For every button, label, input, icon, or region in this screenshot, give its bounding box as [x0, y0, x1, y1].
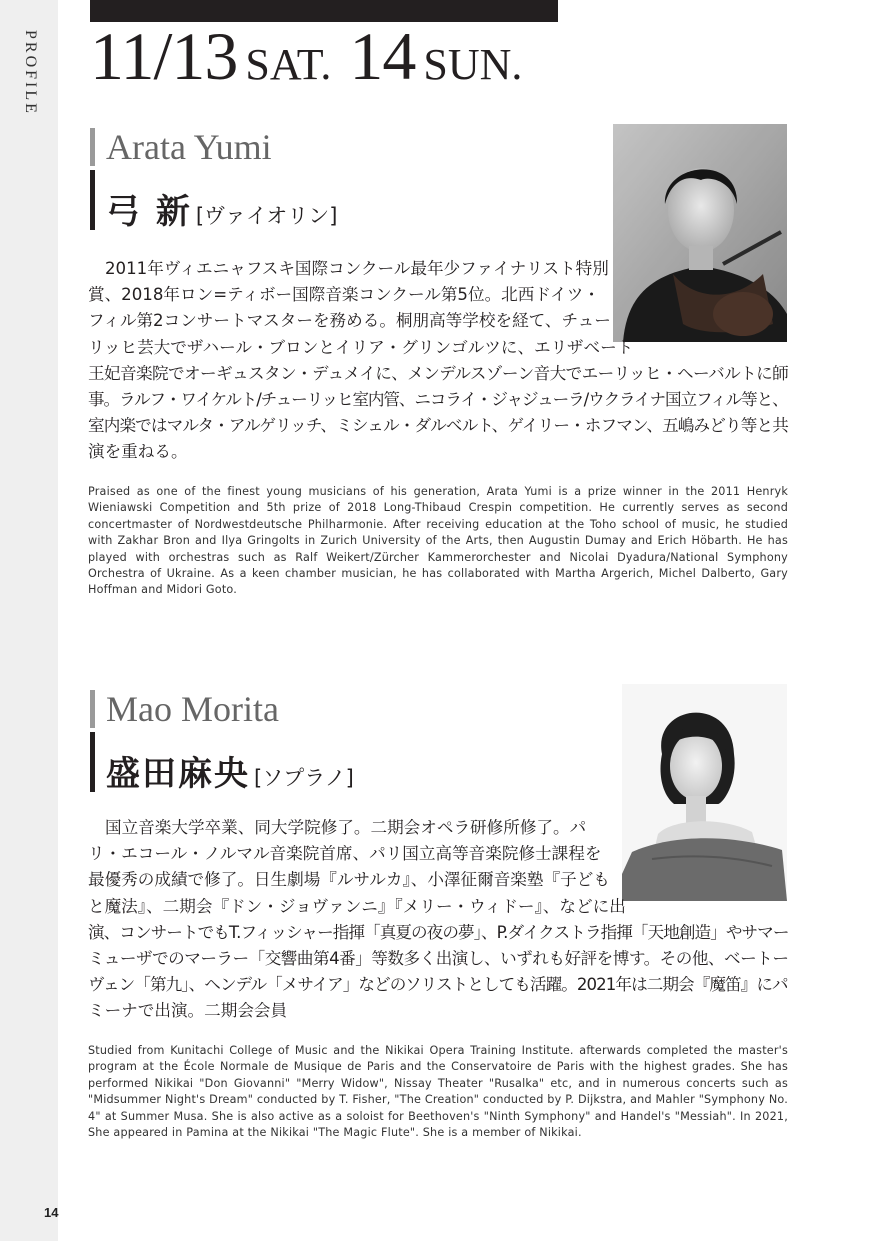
jp-name-bar: [90, 732, 95, 792]
jp-bio-line: ヴェン「第九」、ヘンデル「メサイア」などのソリストとしても活躍。2021年は二期会『魔笛』にパ: [88, 975, 788, 995]
date-day1-weekday: SAT.: [245, 40, 332, 89]
jp-bio-line: と魔法』、二期会『ドン・ジョヴァンニ』『メリー・ウィドー』、などに出: [88, 896, 626, 916]
role-label: [ソプラノ]: [254, 766, 354, 790]
en-biography: Praised as one of the finest young musicians of his generation, Arata Yumi is a prize winner in the 2011 Henryk Wieniawski Competition and 5th prize of 2018 Long-Thibaud Crespin competition. He currently serves as second concertmaster of Nordwestdeutsche Philharmonie. After receiving education at the Toho school of music, he studied with Zakhar Bron and Ilya Gringolts in Zurich University of the Arts, then Augustin Dumay and Erich Höbarth. He has played with orchestras such as Ralf Weikert/Zürcher Kammerorchester and Nicolai Dyadura/National Symphony Orchestra of Ukraine. As a keen chamber musician, he has collaborated with Martha Argerich, Michel Dalberto, Gary Hoffman and Midori Goto.: [88, 485, 788, 597]
jp-bio-line: ミーナで出演。二期会会員: [88, 1001, 288, 1021]
latin-name-bar: [90, 690, 95, 728]
jp-biography: [88, 256, 788, 466]
date-day1: 11/13: [90, 18, 238, 94]
jp-bio-line: 最優秀の成績で修了。日生劇場『ルサルカ』、小澤征爾音楽塾『子ども: [88, 870, 610, 890]
jp-bio-line: 2011年ヴィエニャフスキ国際コンクール最年少ファイナリスト特別: [105, 259, 609, 278]
en-biography: Studied from Kunitachi College of Music and the Nikikai Opera Training Institute. afterwards completed the master's program at the École Normale de Musique de Paris and the Conservatoire de Paris with the highest grades. She has performed Nikikai "Don Giovanni" "Merry Widow", Nissay Theater "Rusalka" etc, and in numerous concerts such as "Midsummer Night's Dream" conducted by T. Fisher, "The Creation" conducted by P. Dijkstra, and Mahler "Symphony No. 4" at Summer Musa. She is also active as a soloist for Beethoven's "Ninth Symphony" and Handel's "Messiah". In 2021, She appeared in Pamina at the Nikikai "The Magic Flute". She is a member of Nikikai.: [88, 1044, 788, 1140]
jp-bio-line: 賞、2018年ロン=ティボー国際音楽コンクール第5位。北西ドイツ・: [88, 285, 600, 305]
role-label: [ヴァイオリン]: [195, 204, 338, 228]
jp-biography: [88, 815, 788, 1025]
jp-name-line: [106, 746, 354, 795]
jp-name-bar: [90, 170, 95, 230]
page-number: 14: [44, 1205, 59, 1220]
jp-bio-line: フィル第2コンサートマスターを務める。桐朋高等学校を経て、チュー: [88, 311, 611, 331]
jp-bio-line: ミューザでのマーラー「交響曲第4番」等数多く出演し、いずれも好評を博す。その他、ベートー: [88, 949, 789, 969]
date-day2: 14: [349, 18, 416, 94]
jp-bio-line: 演を重ねる。: [88, 442, 188, 462]
latin-name: Arata Yumi: [106, 127, 272, 167]
date-heading: [90, 18, 523, 94]
jp-bio-line: リッヒ芸大でザハール・ブロンとイリア・グリンゴルツに、エリザベート: [88, 337, 634, 357]
date-day2-weekday: SUN.: [423, 40, 523, 89]
side-strip: [0, 0, 58, 1241]
latin-name-bar: [90, 128, 95, 166]
latin-name: Mao Morita: [106, 689, 279, 729]
jp-name-line: [106, 184, 337, 233]
jp-bio-line: 国立音楽大学卒業、同大学院修了。二期会オペラ研修所修了。パ: [105, 818, 587, 837]
jp-bio-line: 演、コンサートでもT.フィッシャー指揮「真夏の夜の夢」、P.ダイクストラ指揮「天地創造」やサマー: [88, 922, 789, 942]
jp-name: 盛田麻央: [106, 754, 250, 794]
jp-bio-line: 事。ラルフ・ワイケルト/チューリッヒ室内管、ニコライ・ジャジューラ/ウクライナ国立フィル等と、: [88, 390, 788, 410]
jp-name: 弓 新: [106, 192, 192, 232]
section-label: PROFILE: [22, 30, 39, 116]
jp-bio-line: 王妃音楽院でオーギュスタン・デュメイに、メンデルスゾーン音大でエーリッヒ・ヘーバルトに師: [88, 363, 789, 383]
jp-bio-line: 室内楽ではマルタ・アルゲリッチ、ミシェル・ダルベルト、ゲイリー・ホフマン、五嶋みどり等と共: [88, 416, 788, 436]
jp-bio-line: リ・エコール・ノルマル音楽院首席、パリ国立高等音楽院修士課程を: [88, 844, 602, 864]
